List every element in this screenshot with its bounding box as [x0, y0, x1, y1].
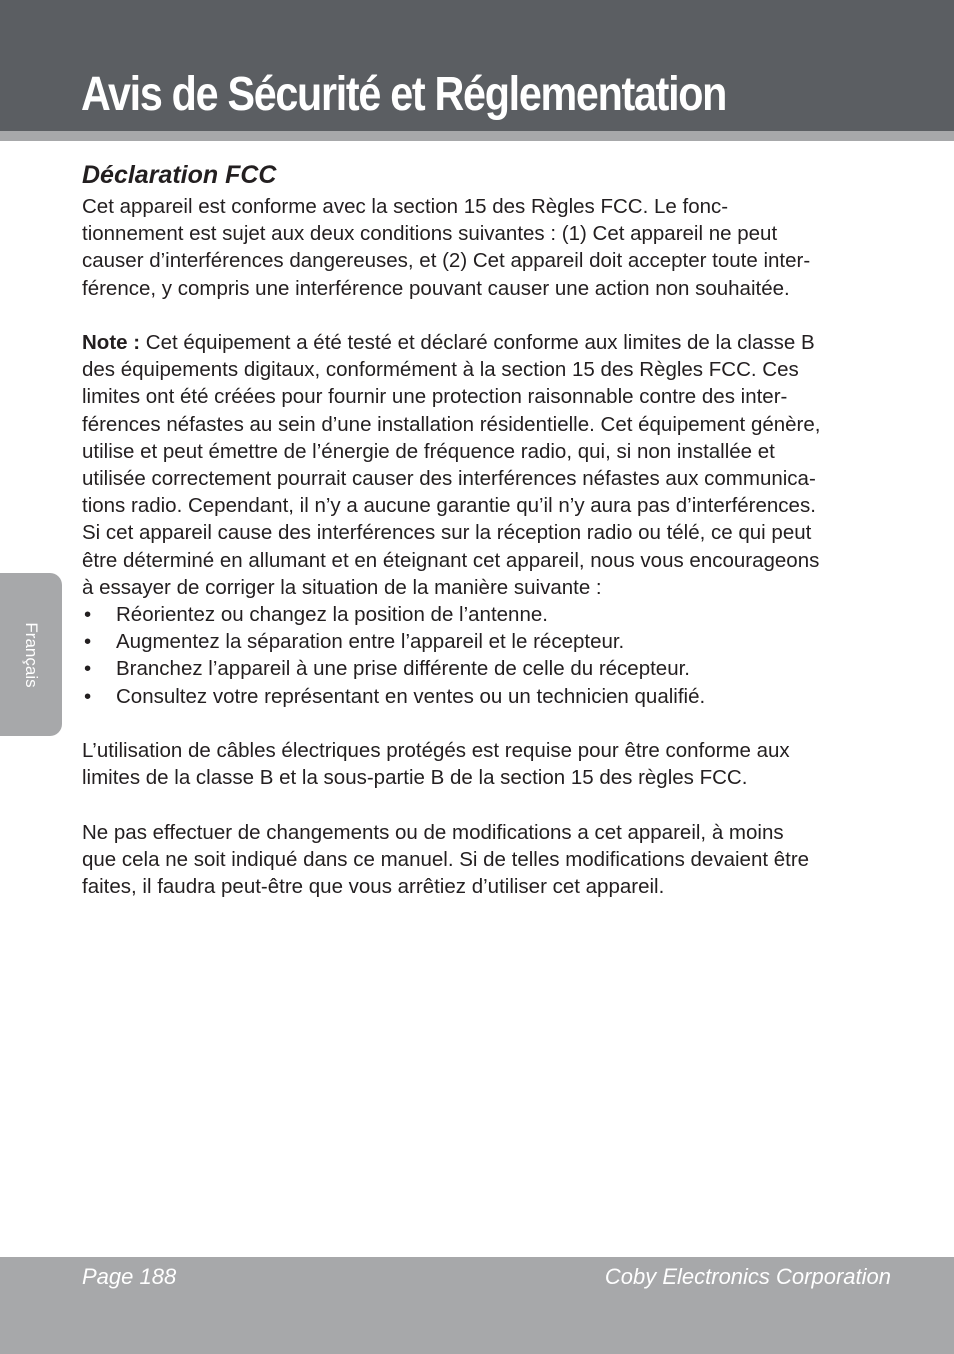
paragraph-cables — [82, 737, 897, 791]
paragraph-line: tions radio. Cependant, il n’y a aucune garantie qu’il n’y aura pas d’interférences. — [82, 494, 816, 518]
section-heading: Déclaration FCC — [82, 161, 277, 189]
paragraph-line: utilise et peut émettre de l’énergie de fréquence radio, qui, si non installée et — [82, 439, 775, 463]
paragraph-line: des équipements digitaux, conformément à la section 15 des Règles FCC. Ces — [82, 358, 799, 382]
paragraph-line: Si cet appareil cause des interférences sur la réception radio ou télé, ce qui peut — [82, 521, 812, 545]
page-title: Avis de Sécurité et Réglementation — [81, 68, 727, 121]
list-item — [82, 683, 897, 710]
main-content — [82, 157, 897, 900]
bullet-icon: • — [84, 603, 92, 627]
list-item — [82, 601, 897, 628]
bullet-icon: • — [84, 684, 92, 708]
remedy-list — [82, 601, 897, 710]
paragraph-note — [82, 329, 897, 601]
paragraph-line: à essayer de corriger la situation de la manière suivante : — [82, 575, 602, 599]
list-item — [82, 628, 897, 655]
paragraph-line: férences néfastes au sein d’une installation résidentielle. Cet équipement génère, — [82, 412, 821, 436]
paragraph-gap — [82, 302, 897, 329]
bullet-icon: • — [84, 630, 92, 654]
paragraph-modifications — [82, 819, 897, 901]
paragraph-compliance — [82, 193, 897, 302]
paragraph-line: férence, y compris une interférence pouvant causer une action non souhaitée. — [82, 276, 790, 300]
paragraph-line: L’utilisation de câbles électriques protégés est requise pour être conforme aux — [82, 739, 790, 763]
paragraph-gap — [82, 710, 897, 737]
paragraph-line: causer d’interférences dangereuses, et (2) Cet appareil doit accepter toute inter- — [82, 249, 811, 273]
paragraph-line: Ne pas effectuer de changements ou de modifications a cet appareil, à moins — [82, 820, 784, 844]
paragraph-line: Cet appareil est conforme avec la section 15 des Règles FCC. Le fonc- — [82, 195, 729, 218]
paragraph-line: limites de la classe B et la sous-partie B de la section 15 des règles FCC. — [82, 766, 748, 790]
language-tab-label: Français — [22, 622, 41, 688]
paragraph-line: tionnement est sujet aux deux conditions suivantes : (1) Cet appareil ne peut — [82, 222, 778, 246]
page-number: Page 188 — [82, 1264, 177, 1289]
paragraph-line: être déterminé en allumant et en éteignant cet appareil, nous vous encourageons — [82, 548, 820, 572]
paragraph-line: faites, il faudra peut-être que vous arrêtiez d’utiliser cet appareil. — [82, 875, 665, 899]
paragraph-gap — [82, 791, 897, 818]
language-side-tab — [0, 573, 62, 736]
header-divider — [0, 131, 954, 141]
list-item-text: Branchez l’appareil à une prise différente de celle du récepteur. — [116, 657, 690, 681]
bullet-icon: • — [84, 657, 92, 681]
paragraph-line: Cet équipement a été testé et déclaré conforme aux limites de la classe B — [140, 331, 815, 354]
company-name: Coby Electronics Corporation — [604, 1264, 891, 1289]
paragraph-line: utilisée correctement pourrait causer des interférences néfastes aux communica- — [82, 467, 816, 491]
note-label: Note : — [82, 331, 141, 354]
paragraph-line: limites ont été créées pour fournir une protection raisonnable contre des inter- — [82, 385, 788, 409]
paragraph-line: que cela ne soit indiqué dans ce manuel. Si de telles modifications devaient être — [82, 847, 810, 871]
list-item-text: Augmentez la séparation entre l’appareil et le récepteur. — [116, 630, 625, 654]
list-item-text: Consultez votre représentant en ventes ou un technicien qualifié. — [116, 684, 706, 708]
list-item — [82, 655, 897, 682]
list-item-text: Réorientez ou changez la position de l’antenne. — [116, 603, 548, 627]
